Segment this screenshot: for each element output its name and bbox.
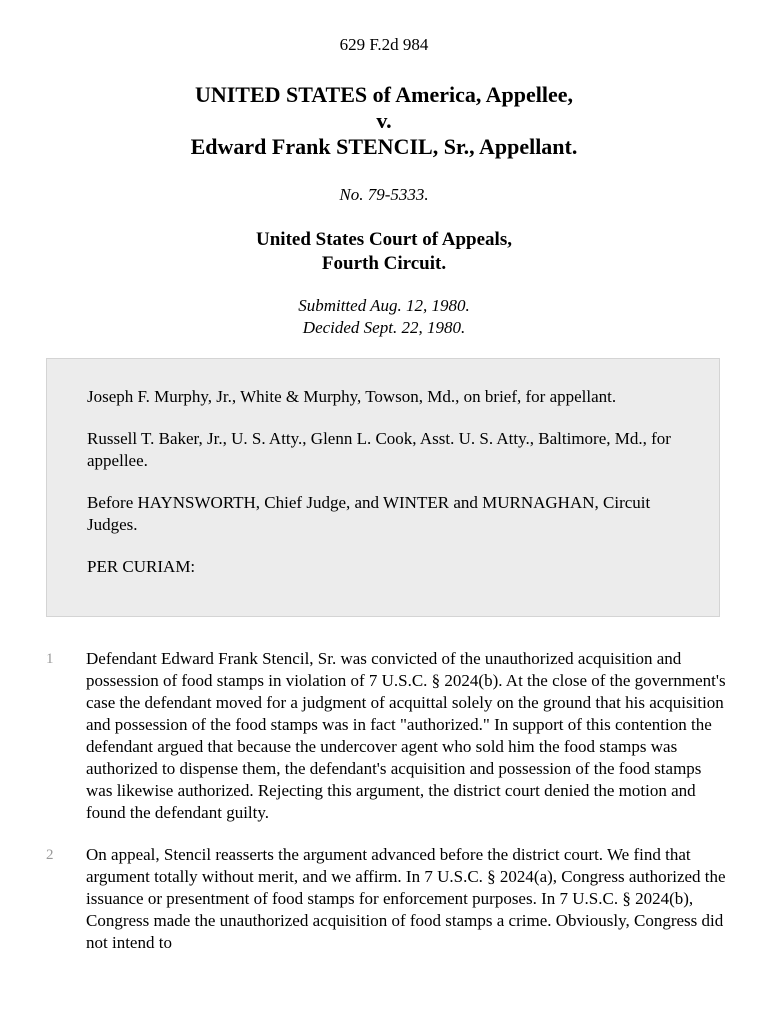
case-header-box xyxy=(46,358,720,617)
paragraph-number: 1 xyxy=(46,651,54,667)
court-name xyxy=(0,228,768,276)
opinion-body xyxy=(0,648,768,974)
caption-appellee: UNITED STATES of America, Appellee, xyxy=(194,82,574,107)
per-curiam-label: PER CURIAM: xyxy=(87,557,196,576)
caption-versus: v. xyxy=(376,108,392,133)
decided-date: Decided Sept. 22, 1980. xyxy=(302,318,466,337)
counsel-appellant: Joseph F. Murphy, Jr., White & Murphy, Towson, Md., on brief, for appellant. xyxy=(87,387,617,406)
counsel-appellee: Russell T. Baker, Jr., U. S. Atty., Glenn L. Cook, Asst. U. S. Atty., Baltimore, Md., for appellee. xyxy=(87,429,671,470)
case-dates xyxy=(0,295,768,339)
paragraph-text: On appeal, Stencil reasserts the argument advanced before the district court. We find that argument totally without merit, and we affirm. In 7 U.S.C. § 2024(a), Congress authorized the issuance or presentment of food stamps for enforcement purposes. In 7 U.S.C. § 2024(b), Congress made the unauthorized acquisition of food stamps a crime. Obviously, Congress did not intend to xyxy=(86,845,726,952)
opinion-paragraph xyxy=(0,648,768,824)
caption-appellant: Edward Frank STENCIL, Sr., Appellant. xyxy=(190,134,578,159)
court-name-line1: United States Court of Appeals, xyxy=(256,229,512,250)
case-caption xyxy=(0,82,768,160)
paragraph-text: Defendant Edward Frank Stencil, Sr. was convicted of the unauthorized acquisition and possession of food stamps in violation of 7 U.S.C. § 2024(b). At the close of the government's case the defendant moved for a judgment of acquittal solely on the ground that his acquisition and possession of the food stamps was in fact "authorized." In support of this contention the defendant argued that because the undercover agent who sold him the food stamps was authorized to dispense them, the defendant's acquisition and possession of the food stamps was likewise authorized. Rejecting this argument, the district court denied the motion and found the defendant guilty. xyxy=(86,649,726,822)
submitted-date: Submitted Aug. 12, 1980. xyxy=(298,296,470,315)
docket-number: No. 79-5333. xyxy=(339,185,429,204)
panel-judges: Before HAYNSWORTH, Chief Judge, and WINTER and MURNAGHAN, Circuit Judges. xyxy=(87,493,651,534)
court-name-line2: Fourth Circuit. xyxy=(321,253,447,274)
opinion-paragraph xyxy=(0,844,768,954)
case-citation: 629 F.2d 984 xyxy=(339,35,429,54)
paragraph-number: 2 xyxy=(46,847,54,863)
